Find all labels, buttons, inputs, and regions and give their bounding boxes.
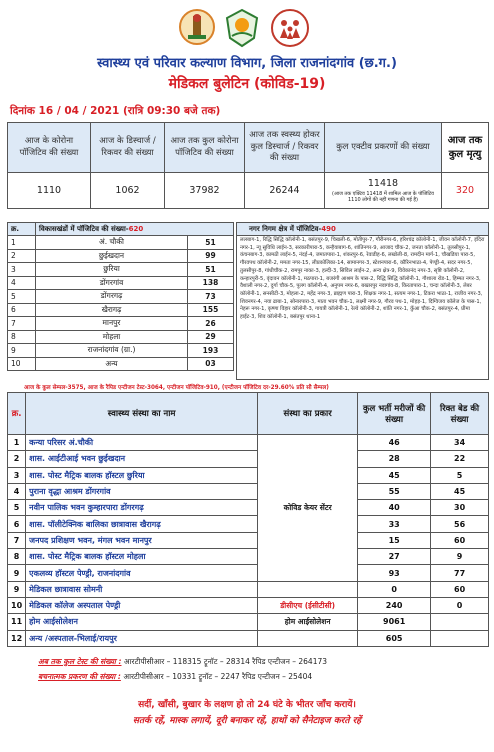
block-header-total: 620 bbox=[128, 224, 144, 233]
vacant-count: 9 bbox=[431, 549, 489, 565]
summary-table bbox=[7, 122, 489, 209]
active-cell bbox=[325, 173, 442, 209]
facility-type bbox=[258, 630, 358, 646]
facility-header: रिक्त बेड की संख्या bbox=[431, 393, 489, 435]
admitted-count: 15 bbox=[358, 532, 431, 548]
logo-strip bbox=[0, 6, 494, 50]
block-table bbox=[7, 222, 234, 371]
vacant-count: 34 bbox=[431, 435, 489, 451]
block-value: 26 bbox=[188, 317, 234, 331]
table-row bbox=[8, 435, 489, 451]
admitted-count: 605 bbox=[358, 630, 431, 646]
summary-value: 1062 bbox=[91, 173, 165, 209]
admitted-count: 240 bbox=[358, 597, 431, 613]
urban-area-total: 490 bbox=[321, 225, 336, 233]
table-row bbox=[8, 290, 234, 304]
vacant-count: 60 bbox=[431, 581, 489, 597]
row-number: 12 bbox=[8, 630, 26, 646]
admitted-count: 33 bbox=[358, 516, 431, 532]
table-row bbox=[8, 532, 489, 548]
summary-value: 26244 bbox=[245, 173, 325, 209]
table-row bbox=[8, 483, 489, 499]
table-row bbox=[8, 597, 489, 613]
table-row bbox=[8, 263, 234, 277]
vacant-count: 56 bbox=[431, 516, 489, 532]
block-value: 51 bbox=[188, 236, 234, 250]
table-row bbox=[8, 236, 234, 250]
admitted-count: 28 bbox=[358, 451, 431, 467]
facility-header: क्र. bbox=[8, 393, 26, 435]
block-header-num: क्र. bbox=[8, 223, 36, 236]
block-name: डोंगरगांव bbox=[36, 276, 188, 290]
facility-name: नवीन पालिक भवन कुम्हारपारा डोंगरगढ़ bbox=[26, 500, 258, 516]
summary-value: 37982 bbox=[165, 173, 245, 209]
facility-header-row bbox=[8, 393, 489, 435]
facility-name: शास. पोस्ट मैट्रिक बालक हॉस्टल छुरिया bbox=[26, 467, 258, 483]
summary-value: 11418 bbox=[367, 177, 399, 189]
summary-header-row bbox=[8, 123, 489, 173]
block-value: 138 bbox=[188, 276, 234, 290]
row-number: 1 bbox=[8, 435, 26, 451]
negative-cases-value: आरटीपीसीआर – 10331 ट्रूनॉट – 2247 रैपिड एन्टीजन – 25404 bbox=[123, 672, 313, 681]
bulletin-title: मेडिकल बुलेटिन (कोविड-19) bbox=[168, 76, 326, 92]
vacant-count: 77 bbox=[431, 565, 489, 581]
block-name: डोंगरगढ़ bbox=[36, 290, 188, 304]
summary-values-row bbox=[8, 173, 489, 209]
table-row bbox=[8, 249, 234, 263]
table-row bbox=[8, 357, 234, 371]
admitted-count: 45 bbox=[358, 467, 431, 483]
facility-header: स्वास्थ्य संस्था का नाम bbox=[26, 393, 258, 435]
national-health-mission-logo bbox=[270, 8, 310, 48]
emblem-logo bbox=[178, 8, 216, 46]
facility-type: होम आईसोलेशन bbox=[258, 614, 358, 630]
table-row bbox=[8, 467, 489, 483]
table-row bbox=[8, 614, 489, 630]
row-number: 10 bbox=[8, 597, 26, 613]
bulletin-date: दिनांक 16 / 04 / 2021 (रात्रि 09:30 बजे तक) bbox=[10, 105, 221, 117]
admitted-count: 55 bbox=[358, 483, 431, 499]
active-note: (आज तक एक्टिव 11418 में शामिल आज के पॉजिटिव 1110 लोगों की नहीं गणना की गई है) bbox=[332, 190, 434, 203]
facility-name: शास. पोस्ट मैट्रिक बालक हॉस्टल मोहला bbox=[26, 549, 258, 565]
urban-area-panel bbox=[236, 222, 489, 380]
row-number: 9 bbox=[8, 565, 26, 581]
row-number: 2 bbox=[8, 249, 36, 263]
block-header-prefix: विकासखंडों में पॉजिटिव की संख्या- bbox=[39, 224, 129, 233]
table-row bbox=[8, 565, 489, 581]
summary-header: आज के डिस्चार्ज / रिकवर की संख्या bbox=[91, 123, 165, 173]
row-number: 9 bbox=[8, 581, 26, 597]
block-value: 155 bbox=[188, 303, 234, 317]
facility-name: एकलव्य हॉस्टल पेण्ड्री, राजनांदगांव bbox=[26, 565, 258, 581]
vacant-count: 5 bbox=[431, 467, 489, 483]
block-value: 73 bbox=[188, 290, 234, 304]
precaution-advisory: सतर्क रहें, मास्क लगायें, दूरी बनाकर रहें, हाथों को सैनेटाइज करते रहें bbox=[132, 716, 362, 726]
table-row bbox=[8, 344, 234, 358]
row-number: 7 bbox=[8, 317, 36, 331]
urban-area-header bbox=[237, 223, 488, 236]
admitted-count: 46 bbox=[358, 435, 431, 451]
block-value: 51 bbox=[188, 263, 234, 277]
vacant-count: 30 bbox=[431, 500, 489, 516]
negative-cases-line bbox=[38, 672, 312, 682]
row-number: 6 bbox=[8, 303, 36, 317]
facility-name: शास. आईटीआई भवन छुईखदान bbox=[26, 451, 258, 467]
facility-type: कोविड केयर सेंटर bbox=[258, 435, 358, 582]
summary-header: कुल एक्टीव प्रकरणों की संख्या bbox=[325, 123, 442, 173]
facility-name: पुराना वृद्धा आश्रम डोंगरगांव bbox=[26, 483, 258, 499]
department-title: स्वास्थ्य एवं परिवार कल्याण विभाग, जिला राजनांदगांव (छ.ग.) bbox=[97, 56, 397, 71]
block-name: छुईखदान bbox=[36, 249, 188, 263]
facility-name: जनपद प्रशिक्षण भवन, मंगल भवन मानपुर bbox=[26, 532, 258, 548]
facility-name: मेडिकल छात्रावास सोमनी bbox=[26, 581, 258, 597]
block-value: 03 bbox=[188, 357, 234, 371]
facility-name: होम आईसोलेशन bbox=[26, 614, 258, 630]
block-name: अन्य bbox=[36, 357, 188, 371]
chhattisgarh-logo bbox=[224, 8, 260, 48]
summary-header: आज तक कुल कोरोना पॉजिटिव की संख्या bbox=[165, 123, 245, 173]
row-number: 3 bbox=[8, 467, 26, 483]
table-row bbox=[8, 630, 489, 646]
vacant-count bbox=[431, 630, 489, 646]
row-number: 5 bbox=[8, 290, 36, 304]
block-value: 29 bbox=[188, 330, 234, 344]
table-row bbox=[8, 317, 234, 331]
facility-header: कुल भर्ती मरीजों की संख्या bbox=[358, 393, 431, 435]
facility-type: डीसीएच (ईसीटीसी) bbox=[258, 597, 358, 613]
negative-cases-label: बचनात्मक प्रकरण की संख्या : bbox=[38, 672, 121, 681]
facility-name: कन्या परिसर अं.चौकी bbox=[26, 435, 258, 451]
symptom-advisory: सर्दी, खाँसी, बुखार के लक्षण हो तो 24 घंटे के भीतर जाँच करायें। bbox=[138, 700, 356, 710]
block-header-row bbox=[8, 223, 234, 236]
tests-summary-line: आज के कुल सेम्पल-3575, आज के रैपिड एन्टीजन टेस्ट-3064, एन्टीजन पॉजिटिव-910, (एन्टीजन पॉजिटिव दर-29.60% प्रति सौ सैम्पल) bbox=[24, 385, 329, 391]
block-name: अं. चौकी bbox=[36, 236, 188, 250]
facility-name: मेडिकल कॉलेज अस्पताल पेण्ड्री bbox=[26, 597, 258, 613]
table-row bbox=[8, 500, 489, 516]
row-number: 8 bbox=[8, 330, 36, 344]
summary-header: आज तक स्वस्थ्य होकर कुल डिस्चार्ज / रिकवर की संख्या bbox=[245, 123, 325, 173]
admitted-count: 93 bbox=[358, 565, 431, 581]
table-row bbox=[8, 303, 234, 317]
admitted-count: 27 bbox=[358, 549, 431, 565]
admitted-count: 9061 bbox=[358, 614, 431, 630]
block-name: छुरिया bbox=[36, 263, 188, 277]
table-row bbox=[8, 516, 489, 532]
row-number: 11 bbox=[8, 614, 26, 630]
row-number: 5 bbox=[8, 500, 26, 516]
vacant-count: 22 bbox=[431, 451, 489, 467]
row-number: 3 bbox=[8, 263, 36, 277]
summary-value: 1110 bbox=[8, 173, 91, 209]
facility-header: संस्था का प्रकार bbox=[258, 393, 358, 435]
block-header-title bbox=[36, 223, 234, 236]
table-row bbox=[8, 549, 489, 565]
row-number: 2 bbox=[8, 451, 26, 467]
block-name: मोहला bbox=[36, 330, 188, 344]
urban-area-list: ललबाग-1, रिद्धि सिद्धि कॉलोनी-1, बसंतपुर-9, चिखली-6, मोतीपुर-7, गौरीनगर-6, हरिश्चंद्र कॉलोनी-1, जीवन कॉलोनी-7, इंदिरा नगर-1, न्यू सुविधि लाईन-3, सरकारीपारा-5, कन्हैयाबाग-6, शांतिनगर-9, आजाद चौक-2, जनता कॉलोनी-1, तुलसीपुर-1, कंचनबाग-3, कामठी लाईन-5, नंदई-4, जमातपारा-1, शंकरपुर-6, रेवाडीह-6, लखोली-8, रामदीन मार्ग-1, चौखडिया पारा-5, गौरवपथ कॉलोनी-2, ममता नगर-15, लीप्रकोलिका-14, सामानगर-3, स्टेशनपारा-6, कौरिनभाठा-4, पेण्ड्री-4, सदर नगर-5, तुलसीपुर-8, गांधीचौक-2, रामपुर नाका-3, हल्दी-3, सिविल लाईन-2, अन्य क्षेत्र-9, विवेकानंद नगर-3, सृष्टि कॉलोनी-2, कन्हारपुरी-5, वृंदावन कॉलोनी-1, मठपारा-1, बजरंगी आश्रम के पास-2, रिद्धि सिद्धि कॉलोनी-1, गौशाला रोड-1, हिम्मत नगर-3, वैशाली नगर-2, दुर्गा चौक-5, पुलग कॉलोनी-4, अनुपम नगर-6, बख्तरपुर नवागांव-8, किरतापारा-1, चन्दा कॉलोनी-3, लेबर कॉलोनी-1, सनसीटी-3, मोहला-2, महेंद्र नगर-3, ब्राह्मण पारा-3, शिक्षक नगर-1, सत्यम नगर-1, टिकरा भाठा-1, राजीव नगर-3, शिवनगर-4, नया ढाबा-1, सोनारपारा-3, माता भवन चौक-1, लक्ष्मी नगर-9, गौरव पथ-1, मोहड़-1, दिग्विजय कॉलेज के पास-1, नेहरू नगर-1, कृष्णा विहार कॉलोनी-3, गायत्री कॉलोनी-1, रेल्वे कॉलोनी-2, शांति नगर-1, कुँआ चौक-2, बसंतपुर-4, प्रीमा हाईट-3, शिव कॉलोनी-1, बसंतपुर थाना-1 bbox=[240, 237, 485, 321]
summary-value: 320 bbox=[442, 173, 489, 209]
row-number: 9 bbox=[8, 344, 36, 358]
vacant-count: 0 bbox=[431, 597, 489, 613]
table-row bbox=[8, 581, 489, 597]
table-row bbox=[8, 276, 234, 290]
facility-name: अन्य /अस्पताल-भिलाई/रायपुर bbox=[26, 630, 258, 646]
row-number: 10 bbox=[8, 357, 36, 371]
admitted-count: 0 bbox=[358, 581, 431, 597]
total-tests-label: अब तक कुल टेस्ट की संख्या : bbox=[38, 657, 122, 666]
vacant-count: 60 bbox=[431, 532, 489, 548]
summary-header: आज तक कुल मृत्यु bbox=[442, 123, 489, 173]
row-number: 1 bbox=[8, 236, 36, 250]
row-number: 6 bbox=[8, 516, 26, 532]
block-name: मानपुर bbox=[36, 317, 188, 331]
table-row bbox=[8, 330, 234, 344]
block-name: राजनांदगांव (ग्रा.) bbox=[36, 344, 188, 358]
facility-type bbox=[258, 581, 358, 597]
vacant-count: 45 bbox=[431, 483, 489, 499]
facility-name: शास. पॉलीटेक्निक बालिका छात्रावास खैरागढ़ bbox=[26, 516, 258, 532]
total-tests-value: आरटीपीसीआर – 118315 ट्रूनॉट – 28314 रैपिड एन्टीजन – 264173 bbox=[123, 657, 328, 666]
row-number: 4 bbox=[8, 276, 36, 290]
block-value: 99 bbox=[188, 249, 234, 263]
table-row bbox=[8, 451, 489, 467]
urban-area-prefix: नगर निगम क्षेत्र में पॉजिटिव- bbox=[249, 225, 322, 233]
vacant-count bbox=[431, 614, 489, 630]
row-number: 4 bbox=[8, 483, 26, 499]
admitted-count: 40 bbox=[358, 500, 431, 516]
block-value: 193 bbox=[188, 344, 234, 358]
facility-table bbox=[7, 392, 489, 647]
row-number: 8 bbox=[8, 549, 26, 565]
block-name: खैरागढ़ bbox=[36, 303, 188, 317]
row-number: 7 bbox=[8, 532, 26, 548]
total-tests-line bbox=[38, 657, 327, 667]
summary-header: आज के कोरोना पॉजिटिव की संख्या bbox=[8, 123, 91, 173]
